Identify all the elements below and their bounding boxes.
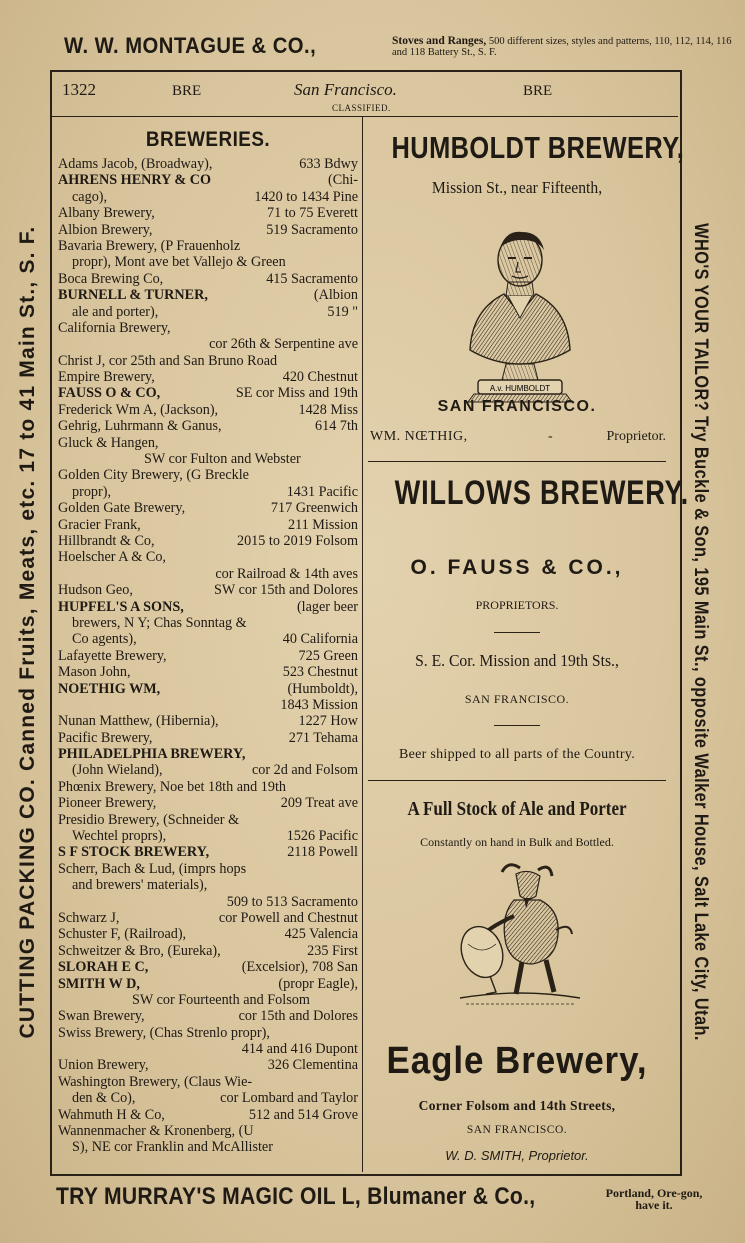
entry-name: Wechtel proprs), <box>72 828 167 845</box>
entry-name: California Brewery, <box>58 319 171 336</box>
left-side-banner-ad <box>12 92 44 1172</box>
entry-address: (Humboldt), <box>287 680 358 697</box>
entry-name: S), NE cor Franklin and McAllister <box>72 1139 273 1156</box>
ad-separator-2 <box>368 780 666 781</box>
listing-entry <box>58 795 358 811</box>
entry-name: ale and porter), <box>72 303 159 320</box>
listing-entry <box>58 746 358 762</box>
entry-address: 519 Sacramento <box>266 221 358 238</box>
listing-entry <box>58 566 358 582</box>
entry-address: 1843 Mission <box>280 696 358 713</box>
listing-entry <box>58 353 358 369</box>
willows-company: O. FAUSS & CO., <box>410 556 624 579</box>
listing-entry <box>58 861 358 877</box>
column-divider <box>362 117 363 1172</box>
entry-address: 415 Sacramento <box>266 270 358 287</box>
entry-name: NOETHIG WM, <box>58 680 161 697</box>
listing-entry <box>58 894 358 910</box>
entry-name: HUPFEL'S A SONS, <box>58 598 184 615</box>
humboldt-owner: WM. NŒTHIG, <box>370 429 468 444</box>
listing-entry <box>58 713 358 729</box>
entry-address: (propr Eagle), <box>278 975 358 992</box>
willows-shipping: Beer shipped to all parts of the Country. <box>398 747 636 762</box>
entry-address: 211 Mission <box>287 516 358 533</box>
entry-name: Gracier Frank, <box>58 516 141 533</box>
entry-name: Albany Brewery, <box>58 205 155 222</box>
entry-name: BURNELL & TURNER, <box>58 287 208 304</box>
listing-entry <box>58 156 358 172</box>
entry-name: den & Co), <box>72 1090 136 1107</box>
listing-entry <box>58 287 358 303</box>
willows-title: WILLOWS BREWERY. <box>394 474 689 512</box>
entry-address: 1526 Pacific <box>286 828 358 845</box>
entry-address: cor 26th & Serpentine ave <box>209 336 358 353</box>
listing-entry <box>58 730 358 746</box>
entry-name: and brewers' materials), <box>72 877 208 894</box>
right-side-banner-ad <box>684 92 716 1172</box>
header-code-left: BRE <box>172 83 202 99</box>
bust-label: A.v. HUMBOLDT <box>489 384 551 393</box>
entry-name: Nunan Matthew, (Hibernia), <box>58 713 219 730</box>
listing-entry <box>58 320 358 336</box>
entry-name: Swan Brewery, <box>58 1008 145 1025</box>
bottom-banner-ad <box>56 1183 703 1223</box>
entry-name: Phœnix Brewery, Noe bet 18th and 19th <box>58 778 287 795</box>
entry-name: Gehrig, Luhrmann & Ganus, <box>58 418 222 435</box>
listing-entry <box>58 385 358 401</box>
entry-name: Wahmuth H & Co, <box>58 1106 165 1123</box>
listing-entry <box>58 1107 358 1123</box>
listing-entry <box>58 418 358 434</box>
listing-entry <box>58 533 358 549</box>
top-ad-detail-text: 500 different sizes, styles and patterns, 110, 112, 114, 116 and 118 Battery St., S. F. <box>392 36 732 58</box>
listing-entry <box>58 500 358 516</box>
entry-name: propr), <box>72 483 112 500</box>
entry-name: Scherr, Bach & Lud, (imprs hops <box>58 860 247 877</box>
listing-entry <box>58 631 358 647</box>
entry-name: Union Brewery, <box>58 1057 149 1074</box>
listing-entry <box>58 779 358 795</box>
top-banner-ad <box>64 30 732 66</box>
listing-entry <box>58 336 358 352</box>
listing-entry <box>58 402 358 418</box>
listing-entry <box>58 1090 358 1106</box>
entry-name: Pacific Brewery, <box>58 729 153 746</box>
bottom-ad-detail: Portland, Ore-gon, have it. <box>605 1186 703 1212</box>
eagle-subline: Constantly on hand in Bulk and Bottled. <box>420 835 614 849</box>
entry-name: Mason John, <box>58 664 131 681</box>
entry-address: 512 and 514 Grove <box>248 1106 358 1123</box>
listing-entry <box>58 254 358 270</box>
humboldt-role: Proprietor. <box>606 429 666 444</box>
entry-address: 425 Valencia <box>284 926 358 943</box>
entry-name: S F STOCK BREWERY, <box>58 844 210 861</box>
entry-address: 633 Bdwy <box>299 156 358 172</box>
entry-address: 523 Chestnut <box>282 664 358 681</box>
entry-address: 271 Tehama <box>288 729 358 746</box>
listing-entry <box>58 582 358 598</box>
entry-name: (John Wieland), <box>72 762 163 779</box>
willows-proprietors: PROPRIETORS. <box>475 598 559 612</box>
listing-entry <box>58 992 358 1008</box>
entry-name: propr), Mont ave bet Vallejo & Green <box>72 254 286 271</box>
eagle-address: Corner Folsom and 14th Streets, <box>418 1098 616 1113</box>
entry-address: 235 First <box>307 942 358 959</box>
listing-entry <box>58 172 358 188</box>
entry-address: 40 California <box>282 631 358 648</box>
humboldt-owner-line <box>370 429 666 447</box>
listing-entry <box>58 910 358 926</box>
willows-address: S. E. Cor. Mission and 19th Sts., <box>415 651 619 670</box>
willows-city: SAN FRANCISCO. <box>464 692 570 706</box>
entry-name: Hoelscher A & Co, <box>58 549 166 566</box>
entry-name: Schuster F, (Railroad), <box>58 926 187 943</box>
entry-name: Empire Brewery, <box>58 369 155 386</box>
entry-name: Swiss Brewery, (Chas Strenlo propr), <box>58 1024 270 1041</box>
listing-entry <box>58 599 358 615</box>
entry-address: 1420 to 1434 Pine <box>254 188 358 205</box>
listing-entry <box>58 697 358 713</box>
listing-entry <box>58 664 358 680</box>
entry-name: FAUSS O & CO, <box>58 385 161 402</box>
humboldt-title: HUMBOLDT BREWERY, <box>391 130 685 165</box>
listing-entry <box>58 976 358 992</box>
header-rule <box>52 116 678 117</box>
entry-name: Albion Brewery, <box>58 221 153 238</box>
listing-entry <box>58 369 358 385</box>
entry-address: cor Railroad & 14th aves <box>215 565 358 582</box>
entry-address: 1428 Miss <box>298 401 358 418</box>
entry-address: 1227 How <box>298 713 358 730</box>
entry-name: Christ J, cor 25th and San Bruno Road <box>58 352 278 369</box>
entry-address: cor 15th and Dolores <box>238 1008 358 1025</box>
humboldt-location: Mission St., near Fifteenth, <box>431 178 603 197</box>
entry-address: 326 Clementina <box>267 1057 358 1074</box>
listing-entry <box>58 615 358 631</box>
entry-name: Hillbrandt & Co, <box>58 532 155 549</box>
entry-name: SW cor Fulton and Webster <box>144 451 301 468</box>
listing-entry <box>58 943 358 959</box>
entry-name: SMITH W D, <box>58 975 140 992</box>
listing-entry <box>58 926 358 942</box>
listing-entry <box>58 844 358 860</box>
listing-entry <box>58 467 358 483</box>
entry-name: Schweitzer & Bro, (Eureka), <box>58 942 221 959</box>
listing-entry <box>58 238 358 254</box>
entry-address: 209 Treat ave <box>280 795 358 812</box>
entry-address: 1431 Pacific <box>286 483 358 500</box>
entry-address: (Chi- <box>328 172 358 189</box>
listing-entry <box>58 1074 358 1090</box>
goat-engraving <box>456 860 584 1010</box>
entry-address: SE cor Miss and 19th <box>235 385 358 402</box>
entry-address: 414 and 416 Dupont <box>241 1041 358 1058</box>
eagle-city: SAN FRANCISCO. <box>466 1124 568 1136</box>
listing-entry <box>58 648 358 664</box>
listing-entry <box>58 484 358 500</box>
left-side-ad-text: CUTTING PACKING CO. Canned Fruits, Meats, etc. 17 to 41 Main St., S. F. <box>16 225 39 1039</box>
entry-name: Golden City Brewery, (G Breckle <box>58 467 249 484</box>
entry-address: (lager beer <box>296 598 358 615</box>
entry-name: Washington Brewery, (Claus Wie- <box>58 1073 253 1090</box>
entry-name: AHRENS HENRY & CO <box>58 172 212 189</box>
bottom-ad-main: TRY MURRAY'S MAGIC OIL L, Blumaner & Co., <box>56 1183 536 1210</box>
entry-address: cor Powell and Chestnut <box>218 909 358 926</box>
willows-short-rule-2 <box>494 725 540 726</box>
page-header <box>60 78 670 113</box>
listing-entry <box>58 1123 358 1139</box>
entry-name: PHILADELPHIA BREWERY, <box>58 746 246 763</box>
entry-name: Boca Brewing Co, <box>58 270 164 287</box>
entry-name: cago), <box>72 188 108 205</box>
humboldt-city: SAN FRANCISCO. <box>437 398 597 415</box>
entry-name: Frederick Wm A, (Jackson), <box>58 401 219 418</box>
entry-address: 2015 to 2019 Folsom <box>236 532 358 549</box>
entry-address: 614 7th <box>315 418 358 435</box>
entry-name: Presidio Brewery, (Schneider & <box>58 811 240 828</box>
entry-name: Golden Gate Brewery, <box>58 500 186 517</box>
entry-name: Pioneer Brewery, <box>58 795 157 812</box>
listing-entry <box>58 517 358 533</box>
listing-entry <box>58 762 358 778</box>
listing-entry <box>58 1057 358 1073</box>
eagle-proprietor: W. D. SMITH, Proprietor. <box>445 1148 589 1163</box>
entry-name: Co agents), <box>72 631 137 648</box>
entry-name: Bavaria Brewery, (P Frauenholz <box>58 237 241 254</box>
entry-name: Wannenmacher & Kronenberg, (U <box>58 1123 254 1140</box>
ad-separator-1 <box>368 461 666 462</box>
eagle-headline: A Full Stock of Ale and Porter <box>407 798 627 820</box>
header-code-right: BRE <box>523 83 553 99</box>
willows-short-rule-1 <box>494 632 540 633</box>
listing-entry <box>58 205 358 221</box>
listing-entry <box>58 435 358 451</box>
entry-name: brewers, N Y; Chas Sonntag & <box>72 614 247 631</box>
entry-address: 509 to 513 Sacramento <box>226 893 358 910</box>
eagle-title: Eagle Brewery, <box>386 1040 648 1082</box>
listing-entry <box>58 1041 358 1057</box>
entry-address: 420 Chestnut <box>282 369 358 386</box>
humboldt-dash: - <box>548 429 553 444</box>
listing-entry <box>58 1008 358 1024</box>
header-classified: CLASSIFIED. <box>332 103 391 113</box>
listing-entry <box>58 828 358 844</box>
entry-name: Schwarz J, <box>58 909 120 926</box>
entry-name: Hudson Geo, <box>58 582 133 599</box>
entry-address: 725 Green <box>298 647 358 664</box>
entry-address: 71 to 75 Everett <box>266 205 358 222</box>
entry-address: 519 " <box>327 303 358 320</box>
entry-address: 2118 Powell <box>287 844 358 861</box>
listing-entry <box>58 959 358 975</box>
listing-entry <box>58 271 358 287</box>
listing-entry <box>58 877 358 893</box>
top-ad-company: W. W. MONTAGUE & CO., <box>64 33 317 58</box>
listing-entries <box>58 156 358 1156</box>
entry-name: Lafayette Brewery, <box>58 647 167 664</box>
top-ad-detail-bold: Stoves and Ranges, <box>392 35 487 47</box>
listing-entry <box>58 681 358 697</box>
listing-entry <box>58 189 358 205</box>
listing-entry <box>58 812 358 828</box>
entry-name: SW cor Fourteenth and Folsom <box>132 991 310 1008</box>
listing-entry <box>58 549 358 565</box>
top-ad-detail <box>392 36 737 58</box>
entry-address: SW cor 15th and Dolores <box>214 582 358 599</box>
entry-name: Adams Jacob, (Broadway), <box>58 156 213 172</box>
entry-address: 717 Greenwich <box>270 500 358 517</box>
entry-name: SLORAH E C, <box>58 959 149 976</box>
right-side-ad-text: WHO'S YOUR TAILOR? Try Buckle & Son, 195 Main St., opposite Walker House, Salt Lake City, Utah. <box>690 223 711 1041</box>
listing-entry <box>58 1025 358 1041</box>
listing-entry <box>58 304 358 320</box>
entry-address: cor 2d and Folsom <box>251 762 358 779</box>
page-number: 1322 <box>62 80 96 99</box>
listing-entry <box>58 1139 358 1155</box>
listing-heading: BREWERIES. <box>145 128 271 151</box>
listing-entry <box>58 222 358 238</box>
entry-address: (Excelsior), 708 San <box>241 959 358 976</box>
breweries-listing <box>58 128 358 1156</box>
header-city: San Francisco. <box>294 80 397 99</box>
entry-name: Gluck & Hangen, <box>58 434 159 451</box>
listing-entry <box>58 451 358 467</box>
humboldt-bust-engraving <box>456 218 584 408</box>
entry-address: (Albion <box>313 287 358 304</box>
entry-address: cor Lombard and Taylor <box>220 1090 358 1107</box>
